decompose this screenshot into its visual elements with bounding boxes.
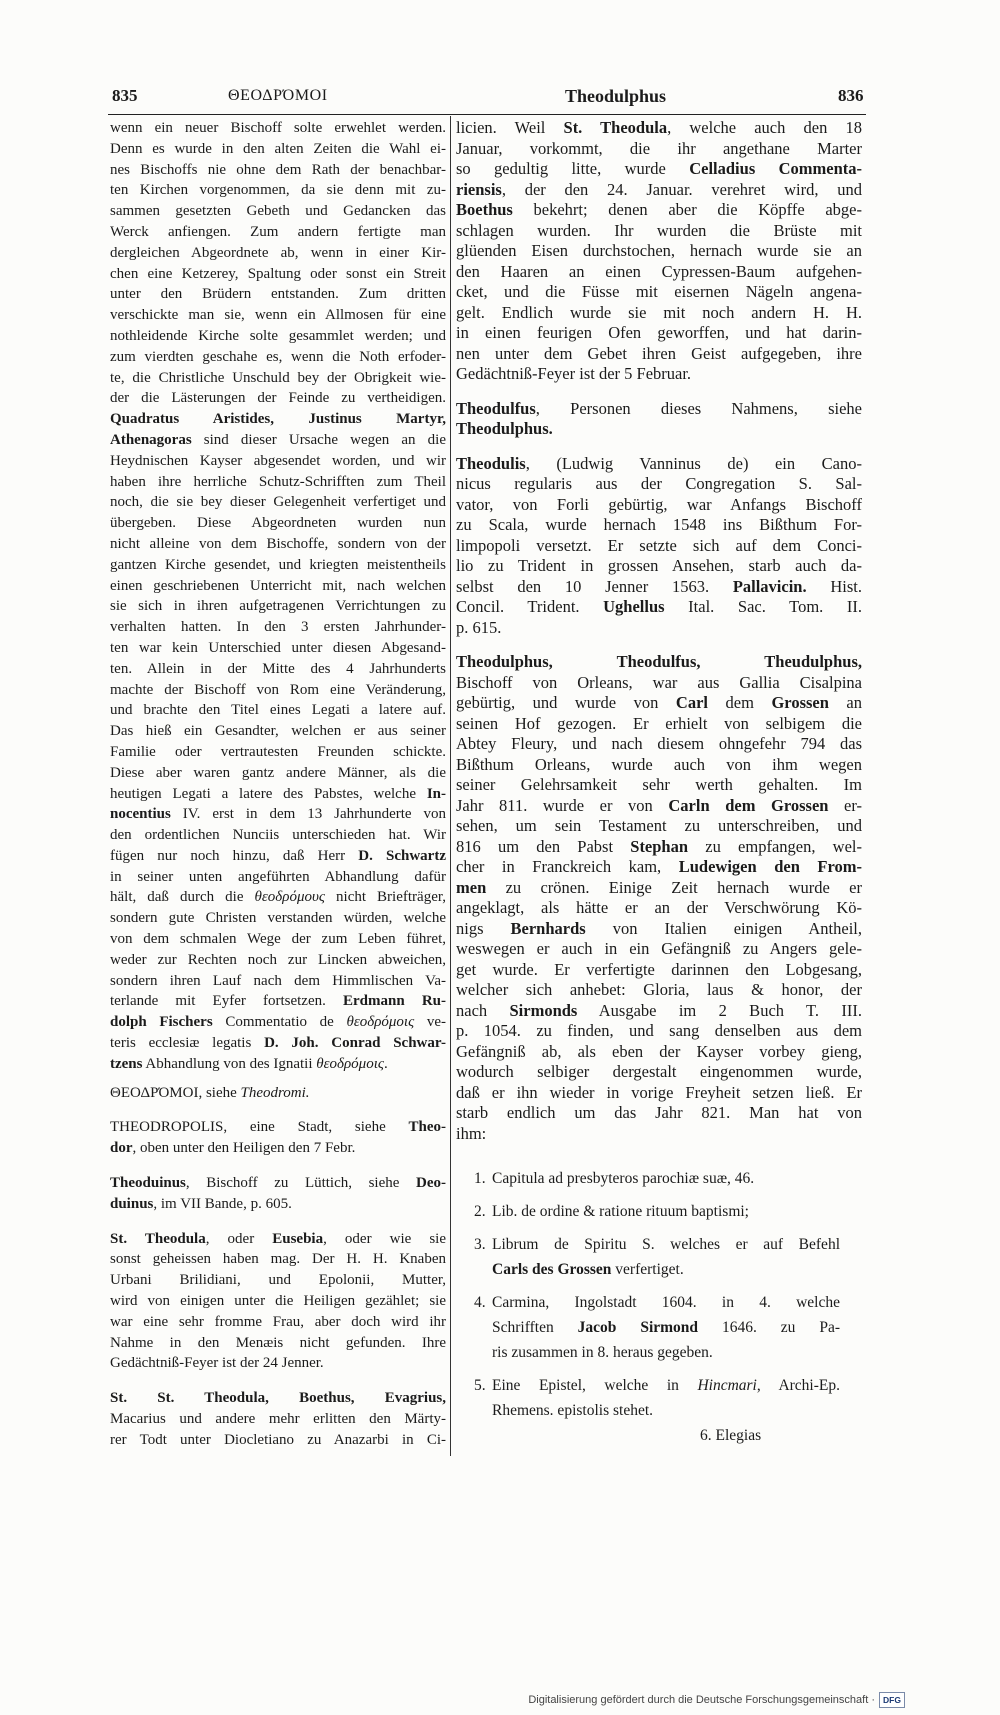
text-run: zu empfangen, wel- [688,836,862,856]
bold-run: Stephan [630,836,689,856]
text-line: wird von einigen unter die Heiligen gezählet; sie [110,1293,446,1310]
text-line: machte der Bischoff von Rom eine Veränderung, [110,681,446,698]
bold-run: duinus [110,1195,154,1212]
text-run: sind dieser Ursache wegen an die [191,431,446,448]
text-line: sondern gute Christen verstanden würden, welche [110,910,446,927]
bold-run: Jacob Sirmond [577,1319,699,1336]
text-line [492,1315,840,1340]
text-line: Das hieß ein Gesandter, welchen er aus seiner [110,723,446,740]
item-number: 2. [474,1203,486,1220]
running-head-right: Theodulphus [565,86,667,106]
text-line [110,409,446,430]
text-line [110,1117,446,1138]
text-line [456,577,862,598]
text-line: welcher sich anhebet: Gloria, laus & honor, der [456,980,862,999]
text-run: verfertiget. [611,1261,684,1278]
text-run: gebürtig, und wurde von [456,693,676,712]
text-run: , oder wie sie [323,1230,446,1247]
bold-run: Deo- [416,1175,446,1192]
text-line: seinen Hof gezogen. Er erhielt von selbigem die [456,713,862,733]
bold-run: Grossen [771,693,829,712]
item-text [456,1232,840,1282]
bold-run: riensis [456,179,502,199]
text-line: Librum de Spiritu S. welches er auf Befehl [492,1236,840,1253]
text-run: nach [456,1000,510,1020]
text-line [456,652,862,673]
dictionary-entry [110,1083,446,1104]
text-run: selbst den 10 Jenner 1563. [456,576,733,596]
text-line [456,159,862,180]
works-list-item [456,1232,862,1282]
text-line: vator, von Forli gebürtig, war Anfangs Bischoff [456,494,862,514]
text-run: Eine Epistel, welche in [492,1377,698,1394]
bold-run: Carl [675,693,708,712]
text-line: Rhemens. epistolis stehet. [492,1402,654,1419]
text-run: 1646. zu Pa- [698,1319,840,1336]
text-line: ihm: [456,1123,487,1143]
text-line: starb endlich um das Jahr 821. Man hat von [456,1103,862,1122]
text-line: Abtey Fleury, und nach diesem ohngefehr 794 das [456,734,862,753]
text-line [456,454,862,475]
right-column-entries [456,118,862,1144]
text-line: rer Todt unter Diocletiano zu Anazarbi in Ci- [110,1431,446,1448]
text-line: in einen feurigen Ofen geworffen, und hat darin- [456,323,862,342]
works-list-item [456,1290,862,1365]
text-run: Schrifften [492,1319,578,1336]
text-line: der die Lästerungen der Feinde zu vertheidigen. [110,390,446,407]
bold-run: Pallavicin. [732,576,807,596]
text-run: Concil. Trident. [456,597,604,616]
text-line: von dem schmalen Wege der zum Leben führet, [110,931,446,948]
text-line [110,1388,446,1409]
text-line: Lib. de ordine & ratione rituum baptismi; [492,1203,749,1220]
bold-run: Carln dem Grossen [668,795,829,815]
text-line: ten. Allein in der Mitte des 4 Jahrhunderts [110,660,446,677]
bold-run: Theodulphus. [456,419,553,438]
text-line [456,693,862,714]
text-line: sammen gesetzten Gebeth und Gedancken das [110,203,446,220]
page-number-right: 836 [838,86,864,105]
text-run: dem [708,693,772,712]
item-text [456,1199,840,1224]
text-run: terlande mit Eyfer fortsetzen. [110,993,344,1010]
bold-run: St. Theodula [563,118,668,137]
text-line: dergleichen Abgeordnete ab, wenn in einer Kir- [110,244,446,261]
text-run: er- [828,795,862,815]
text-line [110,1138,446,1159]
text-line: einen geschriebenen Unterricht mit, nach welchen [110,577,446,594]
text-run: ΘΕΟΔΡΌΜΟΙ, siehe [110,1084,241,1101]
bold-run: D. Joh. Conrad Schwar- [264,1035,446,1052]
text-line: sie sich in ihren aufgetragenen Verrichtungen zu [110,598,446,615]
text-line: Familie oder vertrautesten Freunden schickte. [110,743,446,760]
text-line: nicht alleine von dem Bischoffe, sondern von der [110,535,446,552]
text-line [110,430,446,451]
text-run: , welche auch den 18 [667,118,862,137]
running-head-left: ΘΕΟΔΡΌΜΟΙ [228,87,328,104]
italic-run: θεοδρόμους [254,889,325,906]
works-list-item [456,1166,862,1191]
text-line [110,1229,446,1250]
bold-run: Celladius Commenta- [689,159,862,178]
text-run: so gedultig litte, wurde [456,159,690,178]
text-run: , Archi-Ep. [756,1377,840,1394]
text-line: und brachte den Titel eines Legati a latere auf. [110,702,446,719]
item-text [456,1373,840,1423]
text-line: weswegen er auch in ein Gefängniß zu Angers gele- [456,939,862,958]
text-run: heutigen Legati a latere des Pabstes, welche [110,785,427,802]
bold-run: St. St. Theodula, Boethus, Evagrius, [110,1390,446,1407]
text-run: cher in Franckreich kam, [456,857,679,876]
text-line [110,1054,446,1075]
text-line: limpopoli versetzt. Er setzte sich auf dem Conci- [456,535,862,555]
text-line: schlagen wurden. Ihr wurden die Brüste mit [456,220,862,240]
works-list-item [456,1373,862,1423]
left-column [110,118,446,1451]
text-line: Gefängniß ab, als eben der Kayser vorbey gieng, [456,1041,862,1061]
italic-run: θεοδρόμοις [316,1055,384,1072]
dictionary-entry [456,118,862,385]
text-run: an [828,693,862,712]
works-list-item [456,1199,862,1224]
bold-run: men [456,877,487,897]
text-line: nen unter dem Gebet ihren Geist aufgegeben, ihre [456,343,862,363]
text-line [456,118,862,139]
bold-run: tzens [110,1055,143,1072]
text-line [110,991,446,1012]
text-line: chen eine Ketzerey, Spaltung oder sonst ein Streit [110,265,446,282]
text-run: , (Ludwig Vanninus de) ein Cano- [525,453,862,473]
bold-run: Carls des Grossen [492,1261,612,1278]
credit-text: Digitalisierung gefördert durch die Deutsche Forschungsgemeinschaft · [528,1694,875,1706]
text-line: verhalten hatten. In den 3 ersten Jahrhunder- [110,619,446,636]
text-line: daß er ihn wieder in vorige Freyheit setzen ließ. Er [456,1082,862,1102]
text-line: in seiner unten angeführten Abhandlung dafür [110,868,446,885]
text-line: Denn es wurde in den alten Zeiten die Wahl ei- [110,140,446,157]
text-line: ris zusammen in 8. heraus gegeben. [492,1344,713,1361]
text-line [492,1257,840,1282]
item-text [456,1290,840,1365]
text-line: angeklagt, als hätte er an der Verschwörung Kö- [456,898,862,917]
bold-run: Boethus [456,200,513,219]
text-run: Ausgabe im 2 Buch T. III. [577,1000,862,1020]
text-line: Carmina, Ingolstadt 1604. in 4. welche [492,1294,840,1311]
bold-run: Theoduinus [110,1175,186,1192]
item-text [456,1166,840,1191]
dictionary-entry [456,454,862,639]
bold-run: nocentius [110,806,171,823]
text-run: von Italien einigen Antheil, [585,918,862,938]
text-line [110,1012,446,1033]
text-line [110,887,446,908]
text-run: teris ecclesiæ legatis [110,1035,265,1052]
text-run: Ital. Sac. Tom. II. [664,597,862,616]
text-line: sondern ihren Lauf nach dem Himmlischen Va- [110,972,446,989]
bold-run: Eusebia [272,1230,324,1247]
digitization-credit [528,1692,905,1708]
text-run: zu crönen. Einige Zeit hernach wurde er [486,877,862,897]
text-line [110,804,446,825]
text-line [456,796,862,817]
text-line: unter den Brüdern entstanden. Zum dritten [110,286,446,303]
text-line [110,1083,446,1104]
item-number: 4. [474,1294,486,1311]
text-run: Commentatio de [212,1014,347,1031]
text-line: ten Kirchen vorgenommen, da sie denn mit zu- [110,182,446,199]
text-line: nes Bischoffs nie ohne dem Rath der benachbar- [110,161,446,178]
text-run: . [383,1055,388,1072]
bold-run: dor [110,1140,133,1157]
dictionary-entry [110,1388,446,1450]
text-line: Capitula ad presbyteros parochiæ suæ, 46. [492,1170,755,1187]
text-line [456,919,862,940]
text-run: , Bischoff zu Lüttich, siehe [185,1175,416,1192]
text-line: ten war kein Unterschied unter diesen Abgesand- [110,639,446,656]
dictionary-entry [110,1117,446,1159]
text-line: wodurch selbiger dergestalt eingenommen wurde, [456,1062,862,1081]
text-run: nigs [456,918,511,938]
dictionary-entry [110,1173,446,1215]
text-line [110,784,446,805]
column-divider [450,116,451,1456]
bold-run: Ludewigen den From- [678,857,862,876]
text-line: Urbani Brilidiani, und Epolonii, Mutter, [110,1272,446,1289]
text-run: Hist. [806,576,862,596]
text-line [456,837,862,858]
text-line: cket, und die Füsse mit eisernen Nägeln angena- [456,282,862,301]
item-number: 1. [474,1170,486,1187]
text-line [456,857,862,878]
text-line: p. 1054. zu finden, und sang denselben aus dem [456,1021,862,1040]
text-line: Macarius und andere mehr erlitten den Märty- [110,1411,446,1428]
italic-run: Theodromi. [240,1084,310,1101]
bold-run: Erdmann Ru- [343,993,446,1010]
text-line [456,878,862,899]
bold-run: In- [426,785,446,802]
bold-run: Ughellus [603,597,665,616]
text-line: sonst geheissen haben mag. Der H. H. Knaben [110,1251,446,1268]
text-line [456,200,862,221]
bold-run: Theo- [408,1119,446,1136]
text-line [110,846,446,867]
text-run: bekehrt; denen aber die Köpffe abge- [512,200,862,219]
text-line: te, die Christliche Unschuld bey der Obrigkeit wie- [110,369,446,386]
dictionary-entry [456,399,862,440]
text-run: , Personen dieses Nahmens, siehe [535,398,862,418]
dictionary-entry [110,118,446,1075]
page-number-left: 835 [112,86,138,105]
text-run: , oder [205,1230,273,1247]
dfg-logo: DFG [879,1692,905,1708]
text-run: nicht Briefträger, [324,889,446,906]
bold-run: Athenagoras [110,431,192,448]
text-line: den Haaren an einen Cypressen-Baum aufgehen- [456,261,862,281]
text-run: ve- [414,1014,446,1031]
text-line: gelt. Endlich wurde sie mit noch andern H. H. [456,302,862,322]
text-line: wenn ein neuer Bischoff solte erwehlet werden. [110,120,446,136]
text-run: , im VII Bande, p. 605. [153,1195,292,1212]
dictionary-entry [456,652,862,1144]
bold-run: Theodulphus, Theodulfus, Theudulphus, [456,652,862,671]
text-line [110,1194,446,1215]
text-run: fügen nur noch hinzu, daß Herr [110,847,359,864]
bold-run: D. Schwartz [358,847,446,864]
bold-run: St. Theodula [110,1230,206,1247]
text-line: Werck anfiengen. Zum andern fertigte man [110,223,446,240]
text-line: seiner Gelehrsamkeit sehr werth gehalten. Im [456,775,862,794]
text-line: zu Scala, wurde hernach 1548 ins Bißthum For- [456,515,862,534]
text-line: p. 615. [456,617,502,637]
text-line: haben ihre herrliche Schutz-Schrifften zum Theil [110,473,446,490]
catchword: 6. Elegias [700,1427,762,1444]
item-number: 5. [474,1377,486,1394]
text-line: zum vierdten geschahe es, wenn die Noth erfoder- [110,348,446,365]
text-line: sehen, um sein Testament zu unterschreiben, und [456,816,862,835]
text-line [456,180,862,201]
text-line [456,597,862,618]
bold-run: dolph Fischers [110,1014,213,1031]
text-line: Bißthum Orleans, wurde auch von ihm wegen [456,754,862,774]
text-line: war eine sehr fromme Frau, aber doch wird ihr [110,1313,446,1330]
text-line: übergeben. Diese Abgeordneten wurden nun [110,515,446,532]
text-line: Nahme in den Menæis nicht gefunden. Ihre [110,1334,446,1351]
text-line [110,1033,446,1054]
bold-run: Sirmonds [509,1000,578,1020]
text-line: Gedächtniß-Feyer ist der 5 Februar. [456,364,692,383]
text-run: Abhandlung von des Ignatii [142,1055,317,1072]
right-column [456,118,862,1448]
text-run: , der den 24. Januar. verehret wird, und [501,179,862,199]
bold-run: Theodulfus [456,398,536,418]
text-run: licien. Weil [456,118,564,137]
text-run: hält, daß durch die [110,889,255,906]
text-line: glüenden Eisen durchstochen, hernach wurde sie an [456,241,862,260]
text-line: Gedächtniß-Feyer ist der 24 Jenner. [110,1355,324,1372]
text-line [456,399,862,420]
text-line: lio zu Trident in grossen Ansehen, starb auch da- [456,556,862,575]
header-rule [108,114,866,115]
text-line: weder zur Rechten noch zur Lincken abweichen, [110,951,446,968]
text-run: Jahr 811. wurde er von [456,795,669,815]
bold-run: Quadratus Aristides, Justinus Martyr, [110,411,446,428]
text-run: 816 um den Pabst [456,836,631,856]
text-line [110,1173,446,1194]
text-line: Heydnischen Kayser abgesendet worden, und wir [110,452,446,469]
text-line: noch, die sie bey dieser Gelegenheit verfertiget und [110,494,446,511]
text-line [492,1373,840,1398]
dictionary-entry [110,1229,446,1375]
text-line: Januar, vorkommt, die ihr angethane Marter [456,138,862,158]
text-line [456,1001,862,1022]
text-line: gantzen Kirche gesendet, und kriegten meistentheils [110,556,446,573]
text-line: get wurde. Er verfertigte darinnen den Lobgesang, [456,959,862,979]
bold-run: Bernhards [510,918,586,938]
text-line: nothleidende Kirche solte gesammlet werden; und [110,327,446,344]
works-list [456,1166,862,1423]
text-line: verschickte man sie, wenn ein Allmosen für eine [110,307,446,324]
text-run: IV. erst in dem 13 Jahrhunderte von [170,806,446,823]
text-line [456,419,862,440]
text-line: Bischoff von Orleans, war aus Gallia Cisalpina [456,672,862,692]
item-number: 3. [474,1236,486,1253]
text-line: nicus regularis aus der Congregation S. Sal- [456,474,862,493]
text-run: THEODROPOLIS, eine Stadt, siehe [110,1119,409,1136]
text-line: Diese aber waren gantz andere Männer, als die [110,764,446,781]
italic-run: Hincmari [697,1377,757,1394]
italic-run: θεοδρόμοις [346,1014,415,1031]
text-line: den ordentlichen Nunciis unterschieden hat. Wir [110,827,446,844]
text-run: , oben unter den Heiligen den 7 Febr. [132,1140,356,1157]
bold-run: Theodulis [456,453,526,473]
